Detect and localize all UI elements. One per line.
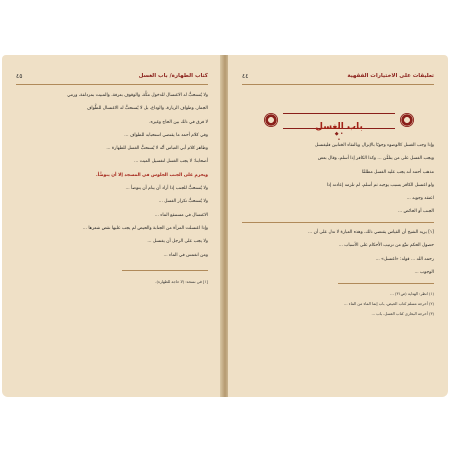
divider-ornament-icon: • ◆ •	[334, 131, 344, 143]
right-running-title: تعليقات على الاختيارات الفقهية	[347, 73, 434, 79]
right-header-rule	[242, 84, 434, 85]
right-line: ويجب الغسل على من يتلقَّن ... وكذا الكافر إذا أسلم، وقال بعض	[317, 156, 434, 162]
left-line: وإذا اغتسلت المرأة من الجنابة والحيض لم يجب عليها نقض شعرها ...	[82, 225, 208, 231]
right-note-line: حصول الحكم تتبَّع من ترتيب الأحكام على الأسباب ...	[338, 243, 434, 249]
chapter-title-box	[283, 113, 395, 132]
left-line: ولا يُستحبُّ تكرار الغسل ...	[158, 199, 208, 205]
left-line: ومن انغمس في الماء ...	[163, 252, 208, 258]
left-line: ويحرم على الجنب الجلوس في المسجد إلا أن يتوضَّأ.	[96, 172, 208, 178]
left-body-text	[16, 89, 208, 262]
left-page-number: ٤٥	[16, 73, 23, 80]
right-body-text	[242, 139, 434, 219]
left-header-rule	[16, 84, 208, 85]
left-footnote: [١] في نسخة: (لا حاجة للطهارة).	[155, 279, 208, 284]
left-running-head	[16, 73, 208, 83]
left-line: الاغتسال في مستنقع الماء ...	[154, 212, 208, 218]
right-footnote-rule	[338, 283, 434, 284]
footnote-line: (١) انظر: الهداية (ص٣١) ...	[390, 291, 434, 296]
right-ornament-icon	[400, 113, 414, 127]
right-page	[228, 55, 448, 397]
right-running-head	[242, 73, 434, 83]
left-footnote-rule	[122, 270, 208, 271]
left-line: وفي كلام أحمد ما يقتضي استحبابه للطواف ...	[124, 132, 208, 138]
footnote-line: (٢) أخرجه مسلم كتاب الحيض، باب إنما الماء من الماء ...	[343, 301, 434, 306]
right-line: اعتقد وجوبه ...	[406, 196, 434, 202]
right-note-line: الوجوب ...	[414, 269, 434, 275]
right-line: مذهب أحمد أنه يجب عليه الغسل مطلقًا	[361, 169, 434, 175]
left-line: الجمار، وطواف الزيارة، والوداع، بل لا يُستحبُّ له الاغتسال للطَّواف	[86, 106, 208, 112]
left-line: ولا يُستحبُّ للجنب إذا أراد أن ينام أن يتوضأ ...	[125, 186, 208, 192]
left-line: لا فرق في ذلك بين الحاج وغيره.	[149, 119, 208, 125]
left-running-title: كتاب الطهارة/ باب الغسل	[138, 73, 208, 79]
left-line: أصحابنا: لا يجب الغسل لتغسيل الميت ...	[134, 159, 208, 165]
right-footnotes	[242, 289, 434, 319]
right-note-rule	[242, 222, 434, 223]
right-line: ولو اغتسل الكافر بسبب يوجبه ثم أسلم، لم تلزمه إعادته إذا	[326, 182, 434, 188]
chapter-title: باب الغسل	[315, 122, 363, 132]
right-note-line: [١] يريد الشيخ أن القياس يقتضي ذلك، وهذه العبارة لا تدل على أن ...	[307, 230, 434, 235]
left-page	[2, 55, 222, 397]
left-ornament-icon	[264, 113, 278, 127]
right-page-number: ٤٤	[242, 73, 249, 80]
right-line: الجنب أو الحائض ...	[397, 209, 434, 215]
footnote-line: (٣) أخرجه البخاري كتاب الغسل، باب ...	[371, 311, 434, 316]
right-note-line: رحمه الله ... قوله: «اغتسل» ...	[375, 256, 434, 262]
open-book	[2, 55, 448, 397]
right-line: وإذا وجب الغسل كالوضوء وجوبًا بالإنزال وبالتقاء الختانين فليغتسل	[314, 143, 434, 148]
left-line: ولا يجب على الرجل أن يغتسل ...	[147, 239, 208, 245]
left-line: ولا يُستحبُّ له الاغتسال للدخول مكَّة، والوقوف بعرفة، والمبيت بمزدلفة، ورمي	[67, 93, 208, 98]
left-line: وظاهر كلام أبي العباس أنَّه لا يُستحبُّ الغسل للطهارة ...	[106, 146, 208, 152]
right-note-text	[242, 226, 434, 279]
